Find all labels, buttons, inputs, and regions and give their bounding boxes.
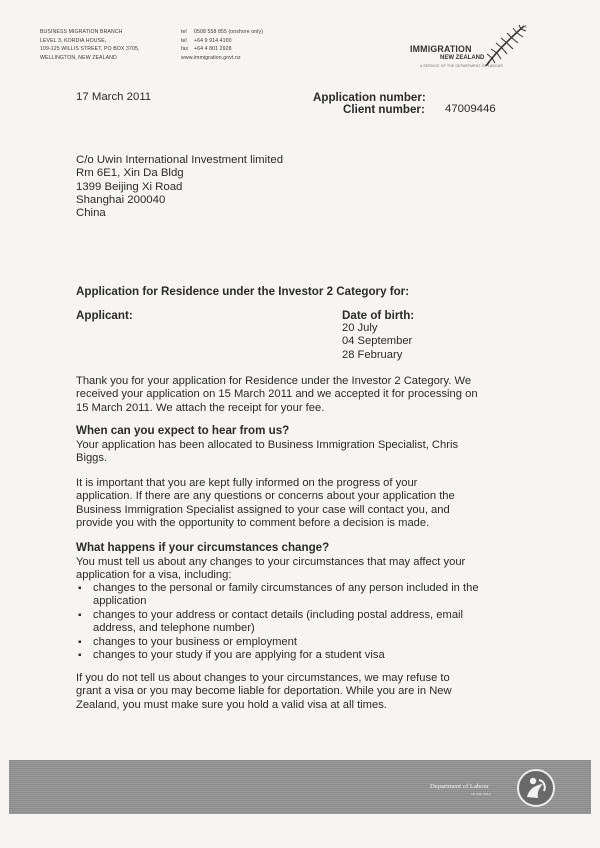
paragraph-line: Business Immigration Specialist assigned to your case will contact you, and	[76, 503, 450, 516]
list-item-text: address, and telephone number)	[93, 622, 255, 635]
circumstances-paragraph	[76, 556, 510, 583]
applicant-label: Applicant:	[76, 309, 133, 322]
paragraph-line: provide you with the opportunity to comment before a decision is made.	[76, 517, 430, 530]
contact-label: fax	[181, 46, 189, 53]
department-name: Department of Labour	[430, 783, 489, 790]
informed-paragraph	[76, 477, 510, 531]
list-item-text: application	[93, 595, 147, 608]
paragraph-line: application. If there are any questions or concerns about your application the	[76, 490, 455, 503]
allocation-paragraph	[76, 439, 510, 466]
paragraph-line: received your application on 15 March 2011 and we accepted it for processing on	[76, 388, 478, 401]
letter-date: 17 March 2011	[76, 91, 152, 103]
website-link[interactable]: www.immigration.govt.nz	[181, 54, 241, 61]
paragraph-line: 15 March 2011. We attach the receipt for your fee.	[76, 401, 325, 414]
list-item	[78, 582, 479, 609]
address-line: 1399 Beijing Xi Road	[76, 180, 183, 193]
dob-value: 28 February	[342, 348, 403, 361]
contact-label: tel	[181, 37, 187, 44]
department-name-maori: TE TARI MAHI	[471, 792, 491, 796]
client-number-value: 47009446	[445, 103, 496, 115]
contact-line	[181, 54, 263, 63]
section-heading-hear-from-us: When can you expect to hear from us?	[76, 424, 290, 437]
branch-address-line: BUSINESS MIGRATION BRANCH	[40, 29, 123, 35]
contact-value: +64 9 914 4100	[194, 37, 232, 44]
list-item-text: changes to your business or employment	[93, 635, 297, 648]
logo-line2: NEW ZEALAND	[440, 55, 485, 61]
branch-address-line: LEVEL 3, KORDIA HOUSE,	[40, 37, 107, 44]
logo-line3: A SERVICE OF THE DEPARTMENT OF LABOUR	[420, 64, 504, 68]
list-item-text: changes to your study if you are applying for a student visa	[93, 649, 385, 662]
list-item-text: changes to your address or contact details (including postal address, email	[93, 608, 464, 621]
dob-value: 04 September	[342, 335, 413, 348]
footer-band	[9, 760, 591, 814]
dob-value: 20 July	[342, 322, 378, 334]
deportation-paragraph	[76, 672, 510, 712]
branch-address-line: 109-125 WILLIS STREET, PO BOX 3705,	[40, 46, 140, 53]
department-emblem-icon	[517, 769, 555, 807]
paragraph-line: It is important that you are kept fully informed on the progress of your	[76, 477, 418, 489]
paragraph-line: You must tell us about any changes to your circumstances that may affect your	[76, 556, 466, 568]
paragraph-line: Biggs.	[76, 452, 108, 465]
application-number-label: Application number:	[313, 91, 426, 104]
client-number-label: Client number:	[343, 103, 425, 116]
immigration-nz-logo	[402, 22, 542, 74]
address-line: C/o Uwin International Investment limited	[76, 154, 284, 166]
letter-subject: Application for Residence under the Investor 2 Category for:	[76, 285, 410, 298]
contact-details	[181, 28, 263, 62]
dob-label: Date of birth:	[342, 309, 415, 322]
list-item	[78, 609, 479, 636]
paragraph-line: application for a visa, including:	[76, 569, 232, 582]
contact-line	[181, 45, 263, 54]
contact-value: +64 4 801 2928	[194, 46, 232, 53]
svg-text:®: ®	[524, 24, 527, 29]
address-line: China	[76, 207, 106, 220]
changes-list	[78, 582, 479, 662]
list-item-text: changes to the personal or family circumstances of any person included in the	[93, 582, 479, 594]
address-line: Shanghai 200040	[76, 193, 166, 206]
dob-list	[342, 322, 412, 362]
contact-line	[181, 37, 263, 46]
contact-line	[181, 28, 263, 37]
paragraph-line: Thank you for your application for Residence under the Investor 2 Category. We	[76, 375, 472, 387]
silver-fern-icon	[482, 22, 530, 68]
contact-label: tel	[181, 29, 187, 35]
list-item	[78, 649, 479, 662]
list-item	[78, 636, 479, 649]
intro-paragraph	[76, 375, 510, 415]
paragraph-line: If you do not tell us about changes to your circumstances, we may refuse to	[76, 672, 450, 684]
paragraph-line: Your application has been allocated to Business Immigration Specialist, Chris	[76, 439, 459, 451]
logo-line1: IMMIGRATION	[410, 44, 472, 54]
recipient-address	[76, 154, 283, 220]
branch-address-line: WELLINGTON, NEW ZEALAND	[40, 54, 117, 61]
branch-address	[40, 28, 140, 62]
paragraph-line: grant a visa or you may become liable for deportation. While you are in New	[76, 685, 452, 698]
paragraph-line: Zealand, you must make sure you hold a valid visa at all times.	[76, 698, 387, 711]
address-line: Rm 6E1, Xin Da Bldg	[76, 167, 184, 180]
contact-value: 0508 558 855 (onshore only)	[194, 29, 264, 35]
section-heading-circumstances: What happens if your circumstances change?	[76, 541, 330, 554]
